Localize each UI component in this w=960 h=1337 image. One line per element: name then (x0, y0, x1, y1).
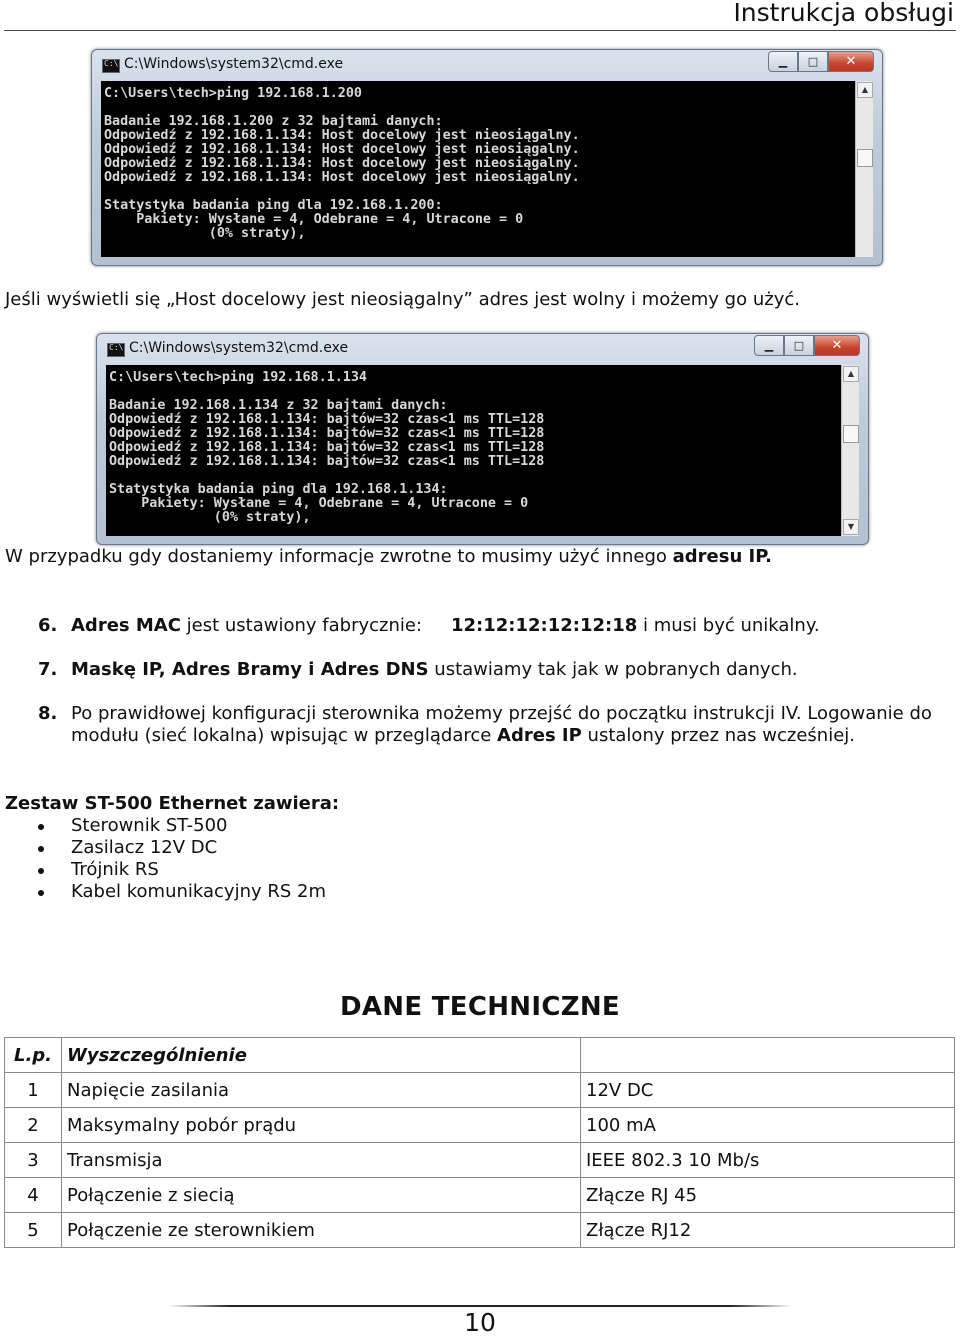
cell-value: Złącze RJ12 (581, 1213, 955, 1248)
cmd-line: Odpowiedź z 192.168.1.134: bajtów=32 czas<1 ms TTL=128 (109, 412, 545, 427)
maximize-icon[interactable]: □ (784, 335, 814, 356)
kit-item: Zasilacz 12V DC (71, 837, 218, 858)
footer-rule (168, 1305, 792, 1307)
cmd-console-output[interactable] (106, 365, 842, 536)
bullet-icon (38, 868, 44, 874)
cmd-line: Odpowiedź z 192.168.1.134: bajtów=32 czas<1 ms TTL=128 (109, 454, 545, 469)
scroll-thumb[interactable] (857, 149, 873, 167)
scroll-thumb[interactable] (843, 425, 859, 443)
cmd-line: Odpowiedź z 192.168.1.134: Host docelowy jest nieosiągalny. (104, 170, 580, 185)
cmd-scrollbar[interactable] (841, 365, 859, 536)
cmd-line: Odpowiedź z 192.168.1.134: Host docelowy jest nieosiągalny. (104, 142, 580, 157)
step-6-text: Adres MAC jest ustawiony fabrycznie: (71, 615, 423, 636)
step-7-text: Maskę IP, Adres Bramy i Adres DNS ustawiamy tak jak w pobranych danych. (71, 659, 798, 680)
scroll-down-icon[interactable]: ▼ (843, 519, 859, 535)
cell-item: Maksymalny pobór prądu (62, 1108, 581, 1143)
table-row (5, 1108, 955, 1143)
step-8-line2: modułu (sieć lokalna) wpisując w przeglądarce Adres IP ustalony przez nas wcześniej. (71, 725, 856, 746)
bullet-icon (38, 890, 44, 896)
cmd-line: Badanie 192.168.1.134 z 32 bajtami danych: (109, 398, 448, 413)
close-icon[interactable]: ✕ (828, 51, 874, 72)
cell-value: 12V DC (581, 1073, 955, 1108)
close-icon[interactable]: ✕ (814, 335, 860, 356)
cmd-line: Pakiety: Wysłane = 4, Odebrane = 4, Utracone = 0 (104, 212, 524, 227)
maximize-icon[interactable]: □ (798, 51, 828, 72)
cmd-line: C:\Users\tech>ping 192.168.1.200 (104, 86, 362, 101)
cell-lp: 3 (5, 1143, 62, 1178)
cmd-console-output[interactable] (101, 81, 856, 257)
cmd-title: C:\Windows\system32\cmd.exe (129, 340, 349, 356)
table-row (5, 1178, 955, 1213)
cmd-line: Statystyka badania ping dla 192.168.1.200: (104, 198, 443, 213)
paragraph-ip-in-use: W przypadku gdy dostaniemy informacje zwrotne to musimy użyć innego adresu IP. (5, 546, 772, 567)
table-header-row (5, 1038, 955, 1073)
minimize-icon[interactable]: ▁ (754, 335, 784, 356)
column-header-item: Wyszczególnienie (62, 1038, 581, 1073)
cell-lp: 4 (5, 1178, 62, 1213)
cmd-line: Odpowiedź z 192.168.1.134: bajtów=32 czas<1 ms TTL=128 (109, 426, 545, 441)
step-7-number: 7. (38, 659, 58, 680)
spec-title: DANE TECHNICZNE (339, 992, 620, 1022)
minimize-icon[interactable]: ▁ (768, 51, 798, 72)
cmd-line: C:\Users\tech>ping 192.168.1.134 (109, 370, 367, 385)
scroll-up-icon[interactable]: ▲ (857, 82, 873, 98)
cell-value: Złącze RJ 45 (581, 1178, 955, 1213)
cell-item: Połączenie z siecią (62, 1178, 581, 1213)
cell-lp: 1 (5, 1073, 62, 1108)
table-row (5, 1213, 955, 1248)
cell-item: Napięcie zasilania (62, 1073, 581, 1108)
step-8-number: 8. (38, 703, 58, 724)
column-header-value (581, 1038, 955, 1073)
document-header-title: Instrukcja obsługi (733, 0, 954, 27)
cmd-line: (0% straty), (104, 226, 306, 241)
cell-lp: 5 (5, 1213, 62, 1248)
cmd-line: (0% straty), (109, 510, 311, 525)
step-6-number: 6. (38, 615, 58, 636)
cmd-line: Odpowiedź z 192.168.1.134: Host docelowy jest nieosiągalny. (104, 128, 580, 143)
cmd-line: Odpowiedź z 192.168.1.134: bajtów=32 czas<1 ms TTL=128 (109, 440, 545, 455)
table-row (5, 1143, 955, 1178)
cell-value: IEEE 802.3 10 Mb/s (581, 1143, 955, 1178)
cmd-line: Badanie 192.168.1.200 z 32 bajtami danych: (104, 114, 443, 129)
bullet-icon (38, 846, 44, 852)
cmd-line: Statystyka badania ping dla 192.168.1.134: (109, 482, 448, 497)
step-8-line1: Po prawidłowej konfiguracji sterownika możemy przejść do początku instrukcji IV. Logowanie do (71, 703, 932, 724)
cmd-app-icon (107, 343, 125, 357)
cmd-app-icon (102, 59, 120, 73)
cmd-window-ping-200 (91, 49, 883, 266)
cmd-title: C:\Windows\system32\cmd.exe (124, 56, 344, 72)
kit-item: Kabel komunikacyjny RS 2m (71, 881, 326, 902)
step-6-mac: 12:12:12:12:12:18 i musi być unikalny. (451, 615, 820, 636)
cmd-line: Odpowiedź z 192.168.1.134: Host docelowy jest nieosiągalny. (104, 156, 580, 171)
spec-table (4, 1037, 955, 1248)
cmd-line: Pakiety: Wysłane = 4, Odebrane = 4, Utracone = 0 (109, 496, 529, 511)
kit-item: Sterownik ST-500 (71, 815, 228, 836)
cell-item: Połączenie ze sterownikiem (62, 1213, 581, 1248)
kit-item: Trójnik RS (71, 859, 159, 880)
kit-heading: Zestaw ST-500 Ethernet zawiera: (5, 793, 340, 814)
table-row (5, 1073, 955, 1108)
column-header-lp: L.p. (5, 1038, 62, 1073)
paragraph-host-unreachable: Jeśli wyświetli się „Host docelowy jest nieosiągalny” adres jest wolny i możemy go użyć. (5, 289, 800, 310)
cmd-titlebar[interactable] (97, 334, 868, 364)
cmd-scrollbar[interactable] (855, 81, 873, 257)
cell-value: 100 mA (581, 1108, 955, 1143)
page-number: 10 (464, 1308, 496, 1337)
cell-lp: 2 (5, 1108, 62, 1143)
cell-item: Transmisja (62, 1143, 581, 1178)
bullet-icon (38, 824, 44, 830)
cmd-window-ping-134 (96, 333, 869, 545)
scroll-up-icon[interactable]: ▲ (843, 366, 859, 382)
cmd-titlebar[interactable] (92, 50, 882, 80)
header-rule (4, 30, 956, 31)
